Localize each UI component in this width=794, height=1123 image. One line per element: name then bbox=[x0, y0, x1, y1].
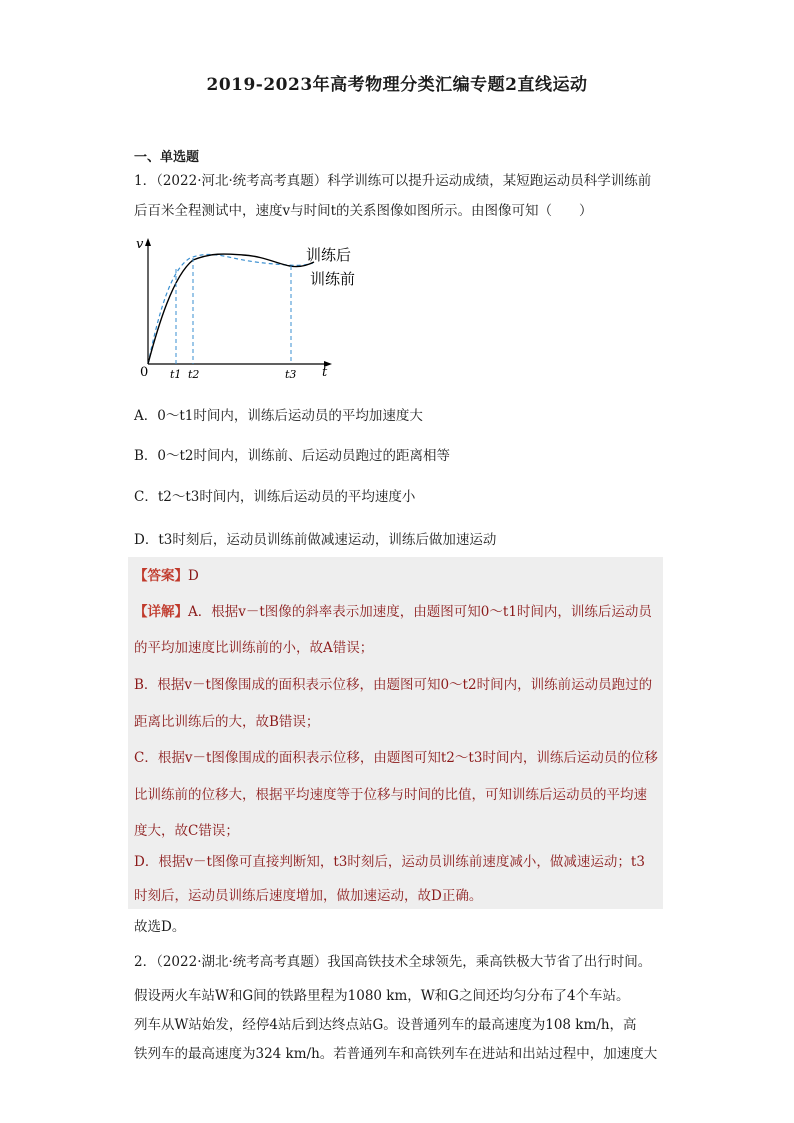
explanation-line-8: D．根据v－t图像可直接判断知，t3时刻后，运动员训练前速度减小，做减速运动；t3 bbox=[134, 854, 645, 870]
question-1-stem-line-1: 1．（2022·河北·统考高考真题）科学训练可以提升运动成绩，某短跑运动员科学训练前 bbox=[134, 173, 652, 189]
option-b: B．0～t2时间内，训练前、后运动员跑过的距离相等 bbox=[134, 448, 451, 464]
option-c: C．t2～t3时间内，训练后运动员的平均速度小 bbox=[134, 489, 416, 505]
answer-label: 【答案】 bbox=[134, 568, 188, 584]
detail-label: 【详解】 bbox=[134, 604, 188, 620]
explanation-line-2: 的平均加速度比训练前的小，故A错误； bbox=[134, 640, 374, 656]
graph-y-label: v bbox=[136, 237, 144, 252]
graph-t3-label: t3 bbox=[285, 368, 297, 381]
option-a: A．0～t1时间内，训练后运动员的平均加速度大 bbox=[134, 408, 423, 424]
page-title: 2019-2023年高考物理分类汇编专题2直线运动 bbox=[206, 75, 588, 95]
question-1-stem-line-2: 后百米全程测试中，速度v与时间t的关系图像如图所示。由图像可知（ ） bbox=[134, 203, 593, 219]
explanation-line-3: B．根据v－t图像围成的面积表示位移，由题图可知0～t2时间内，训练前运动员跑过的 bbox=[134, 677, 653, 693]
answer-value: D bbox=[188, 568, 199, 584]
question-2-line-2: 假设两火车站W和G间的铁路里程为1080 km，W和G之间还均匀分布了4个车站。 bbox=[134, 988, 630, 1004]
question-2-line-1: 2．（2022·湖北·统考高考真题）我国高铁技术全球领先，乘高铁极大节省了出行时间。 bbox=[134, 954, 652, 970]
explanation-line-9: 时刻后，运动员训练后速度增加，做加速运动，故D正确。 bbox=[134, 888, 483, 904]
graph-after-training-label: 训练后 bbox=[306, 246, 352, 264]
graph-y-arrow bbox=[145, 238, 151, 246]
answer-line bbox=[134, 566, 199, 586]
explanation-line-4: 距离比训练后的大，故B错误； bbox=[134, 714, 320, 730]
curve-after-training bbox=[148, 254, 314, 364]
graph-t1-label: t1 bbox=[170, 368, 182, 381]
explanation-line-1: A．根据v－t图像的斜率表示加速度，由题图可知0～t1时间内，训练后运动员 bbox=[188, 604, 652, 620]
explanation-line-5: C．根据v－t图像围成的面积表示位移，由题图可知t2～t3时间内，训练后运动员的位移 bbox=[134, 750, 658, 766]
graph-before-training-label: 训练前 bbox=[310, 270, 356, 288]
conclusion: 故选D。 bbox=[134, 919, 186, 935]
option-d: D．t3时刻后，运动员训练前做减速运动，训练后做加速运动 bbox=[134, 532, 497, 548]
curve-before-training bbox=[148, 254, 313, 364]
question-2-line-4: 铁列车的最高速度为324 km/h。若普通列车和高铁列车在进站和出站过程中，加速度大 bbox=[134, 1046, 658, 1062]
explanation-line bbox=[134, 602, 652, 622]
section-heading: 一、单选题 bbox=[134, 150, 200, 165]
graph-x-label: t bbox=[322, 365, 328, 380]
explanation-line-7: 度大，故C错误； bbox=[134, 823, 239, 839]
graph-t2-label: t2 bbox=[188, 368, 200, 381]
velocity-time-graph bbox=[128, 236, 378, 386]
question-2-line-3: 列车从W站始发，经停4站后到达终点站G。设普通列车的最高速度为108 km/h，高 bbox=[134, 1017, 637, 1033]
graph-origin-label: 0 bbox=[140, 365, 149, 380]
explanation-line-6: 比训练前的位移大，根据平均速度等于位移与时间的比值，可知训练后运动员的平均速 bbox=[134, 787, 647, 803]
